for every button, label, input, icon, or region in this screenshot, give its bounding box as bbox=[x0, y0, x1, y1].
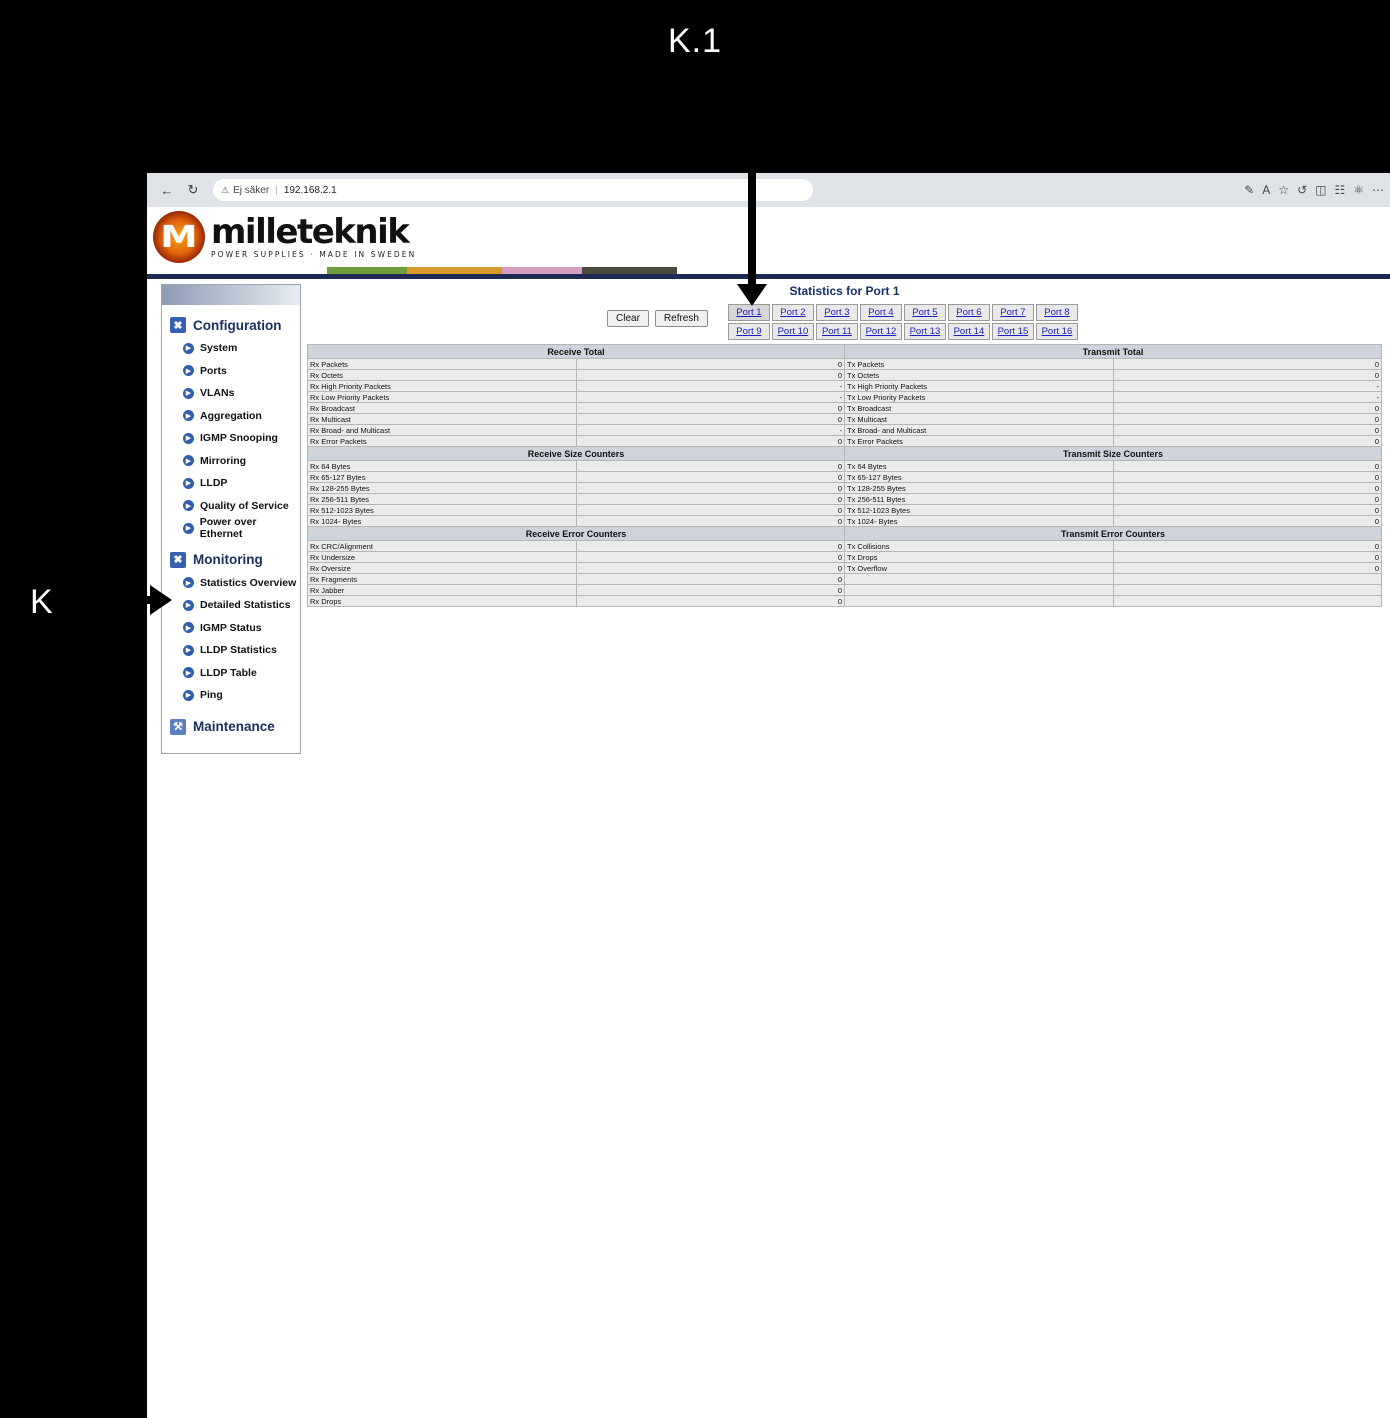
row-label: Rx Broad- and Multicast bbox=[308, 425, 577, 436]
row-label: Rx 128-255 Bytes bbox=[308, 483, 577, 494]
sidebar-item-ports[interactable] bbox=[183, 360, 300, 383]
port-link-14[interactable]: Port 14 bbox=[948, 323, 990, 340]
row-value: 0 bbox=[576, 574, 845, 585]
port-link-15[interactable]: Port 15 bbox=[992, 323, 1034, 340]
sidebar-section-label: Configuration bbox=[193, 317, 282, 333]
callout-arrow-down-icon bbox=[748, 62, 756, 284]
row-value-empty bbox=[1113, 574, 1382, 585]
sidebar-item-vlans[interactable] bbox=[183, 382, 300, 405]
row-value: 0 bbox=[1113, 370, 1382, 381]
row-label-empty bbox=[845, 596, 1114, 607]
port-link-6[interactable]: Port 6 bbox=[948, 304, 990, 321]
sidebar-item-label: IGMP Snooping bbox=[200, 432, 278, 445]
row-label: Rx 64 Bytes bbox=[308, 461, 577, 472]
row-value: 0 bbox=[1113, 461, 1382, 472]
figure-label: K.1 bbox=[667, 22, 723, 60]
chevron-right-icon: ▶ bbox=[183, 667, 194, 678]
row-label: Tx 65-127 Bytes bbox=[845, 472, 1114, 483]
sidebar-item-label: Ping bbox=[200, 689, 223, 702]
sidebar-item-label: Statistics Overview bbox=[200, 576, 297, 589]
row-value: 0 bbox=[576, 552, 845, 563]
table-row bbox=[308, 483, 1382, 494]
table-row bbox=[308, 403, 1382, 414]
row-value: 0 bbox=[1113, 436, 1382, 447]
port-selector bbox=[728, 304, 1078, 340]
page-title: Statistics for Port 1 bbox=[789, 284, 900, 298]
sidebar bbox=[161, 284, 301, 754]
settings-more-icon[interactable]: ⋯ bbox=[1372, 183, 1384, 197]
port-link-7[interactable]: Port 7 bbox=[992, 304, 1034, 321]
group-header-left: Receive Total bbox=[308, 345, 845, 359]
row-value-empty bbox=[1113, 585, 1382, 596]
port-link-8[interactable]: Port 8 bbox=[1036, 304, 1078, 321]
maintenance-icon: ⚒ bbox=[170, 719, 186, 735]
sidebar-item-label: Quality of Service bbox=[200, 499, 289, 512]
sidebar-section-maintenance bbox=[170, 719, 300, 735]
table-row bbox=[308, 574, 1382, 585]
row-label: Tx Collisions bbox=[845, 541, 1114, 552]
table-row bbox=[308, 472, 1382, 483]
row-label: Tx High Priority Packets bbox=[845, 381, 1114, 392]
port-link-2[interactable]: Port 2 bbox=[772, 304, 814, 321]
collections-icon[interactable]: ☷ bbox=[1334, 183, 1346, 197]
brand-tagline: POWER SUPPLIES · MADE IN SWEDEN bbox=[211, 249, 417, 259]
chevron-right-icon: ▶ bbox=[183, 600, 194, 611]
row-value: 0 bbox=[576, 563, 845, 574]
read-aloud-icon[interactable]: A⁯ bbox=[1262, 183, 1271, 197]
group-header-row bbox=[308, 447, 1382, 461]
row-label: Tx Broad- and Multicast bbox=[845, 425, 1114, 436]
table-row bbox=[308, 563, 1382, 574]
row-value: 0 bbox=[576, 596, 845, 607]
sidebar-item-mirroring[interactable] bbox=[183, 450, 300, 473]
row-value: 0 bbox=[1113, 403, 1382, 414]
callout-arrow-right-icon bbox=[120, 596, 150, 604]
url-text: 192.168.2.1 bbox=[283, 184, 337, 196]
row-label: Rx Jabber bbox=[308, 585, 577, 596]
port-link-9[interactable]: Port 9 bbox=[728, 323, 770, 340]
row-value: 0 bbox=[576, 585, 845, 596]
row-label-empty bbox=[845, 574, 1114, 585]
row-label: Rx 512-1023 Bytes bbox=[308, 505, 577, 516]
sidebar-gradient-header bbox=[162, 285, 300, 305]
sidebar-item-ping[interactable] bbox=[183, 684, 300, 707]
table-row bbox=[308, 381, 1382, 392]
port-link-3[interactable]: Port 3 bbox=[816, 304, 858, 321]
port-link-13[interactable]: Port 13 bbox=[904, 323, 946, 340]
reload-icon[interactable]: ↻ bbox=[187, 182, 199, 197]
browser-window bbox=[147, 173, 1390, 1418]
warning-triangle-icon: ⚠ bbox=[221, 184, 230, 195]
clear-button[interactable]: Clear bbox=[607, 310, 649, 327]
row-label: Tx Multicast bbox=[845, 414, 1114, 425]
chevron-right-icon: ▶ bbox=[183, 388, 194, 399]
table-row bbox=[308, 585, 1382, 596]
row-value-empty bbox=[1113, 596, 1382, 607]
group-header-row bbox=[308, 345, 1382, 359]
row-value: 0 bbox=[576, 472, 845, 483]
security-label: Ej säker bbox=[233, 184, 270, 196]
row-label: Rx 256-511 Bytes bbox=[308, 494, 577, 505]
row-label: Rx Low Priority Packets bbox=[308, 392, 577, 403]
history-icon[interactable]: ↺ bbox=[1297, 183, 1308, 197]
table-row bbox=[308, 370, 1382, 381]
row-value: 0 bbox=[576, 483, 845, 494]
row-value: - bbox=[1113, 392, 1382, 403]
row-value: 0 bbox=[576, 403, 845, 414]
row-label: Tx Broadcast bbox=[845, 403, 1114, 414]
row-label: Rx High Priority Packets bbox=[308, 381, 577, 392]
row-value: 0 bbox=[576, 541, 845, 552]
sidebar-section-monitoring bbox=[170, 552, 300, 568]
sidebar-item-label: Mirroring bbox=[200, 454, 247, 467]
browser-toolbar bbox=[147, 173, 1390, 207]
sidebar-section-label: Maintenance bbox=[193, 719, 275, 734]
table-row bbox=[308, 461, 1382, 472]
action-buttons bbox=[607, 310, 708, 327]
row-label: Rx Undersize bbox=[308, 552, 577, 563]
back-arrow-icon[interactable]: ← bbox=[160, 182, 174, 198]
split-screen-icon[interactable]: ◫ bbox=[1315, 183, 1327, 197]
table-row bbox=[308, 516, 1382, 527]
chevron-right-icon: ▶ bbox=[183, 690, 194, 701]
sidebar-item-label: Aggregation bbox=[200, 409, 262, 422]
chevron-right-icon: ▶ bbox=[183, 343, 194, 354]
sidebar-item-statistics-overview[interactable] bbox=[183, 572, 300, 595]
row-label: Tx Low Priority Packets bbox=[845, 392, 1114, 403]
sidebar-item-quality-of-service[interactable] bbox=[183, 495, 300, 518]
sidebar-item-label: IGMP Status bbox=[200, 621, 262, 634]
row-value: 0 bbox=[576, 494, 845, 505]
row-value: 0 bbox=[1113, 516, 1382, 527]
row-value: - bbox=[576, 392, 845, 403]
sidebar-section-label: Monitoring bbox=[193, 552, 263, 567]
chevron-right-icon: ▶ bbox=[183, 433, 194, 444]
monitoring-icon: ✖ bbox=[170, 552, 186, 568]
sidebar-item-label: VLANs bbox=[200, 387, 235, 400]
sidebar-item-system[interactable] bbox=[183, 337, 300, 360]
sidebar-item-detailed-statistics[interactable] bbox=[183, 594, 300, 617]
chevron-right-icon: ▶ bbox=[183, 645, 194, 656]
chevron-right-icon: ▶ bbox=[183, 523, 194, 534]
group-header-right: Transmit Error Counters bbox=[845, 527, 1382, 541]
sidebar-item-lldp[interactable] bbox=[183, 472, 300, 495]
port-link-12[interactable]: Port 12 bbox=[860, 323, 902, 340]
table-row bbox=[308, 505, 1382, 516]
group-header-row bbox=[308, 527, 1382, 541]
row-value: - bbox=[576, 425, 845, 436]
port-link-5[interactable]: Port 5 bbox=[904, 304, 946, 321]
row-value: 0 bbox=[1113, 505, 1382, 516]
row-label: Rx Multicast bbox=[308, 414, 577, 425]
row-value: - bbox=[1113, 381, 1382, 392]
row-label: Rx 65-127 Bytes bbox=[308, 472, 577, 483]
toolbar-right-icons bbox=[1244, 173, 1384, 207]
browser-essentials-icon[interactable]: ⚛ bbox=[1353, 183, 1364, 197]
sidebar-item-label: Ports bbox=[200, 364, 227, 377]
row-value: 0 bbox=[576, 505, 845, 516]
address-separator: | bbox=[275, 184, 278, 196]
row-value: 0 bbox=[1113, 472, 1382, 483]
section-label: K bbox=[30, 583, 53, 621]
row-label: Rx Oversize bbox=[308, 563, 577, 574]
group-header-left: Receive Size Counters bbox=[308, 447, 845, 461]
group-header-left: Receive Error Counters bbox=[308, 527, 845, 541]
port-link-1[interactable]: Port 1 bbox=[728, 304, 770, 321]
row-value: 0 bbox=[1113, 494, 1382, 505]
table-row bbox=[308, 436, 1382, 447]
row-value: 0 bbox=[1113, 563, 1382, 574]
row-value: 0 bbox=[576, 359, 845, 370]
table-row bbox=[308, 596, 1382, 607]
row-label: Tx 256-511 Bytes bbox=[845, 494, 1114, 505]
row-value: 0 bbox=[1113, 541, 1382, 552]
refresh-button[interactable]: Refresh bbox=[655, 310, 708, 327]
chevron-right-icon: ▶ bbox=[183, 500, 194, 511]
table-row bbox=[308, 541, 1382, 552]
favorite-star-icon[interactable]: ☆ bbox=[1278, 183, 1290, 197]
chevron-right-icon: ▶ bbox=[183, 577, 194, 588]
sidebar-item-label: LLDP bbox=[200, 477, 228, 490]
table-row bbox=[308, 359, 1382, 370]
row-value: 0 bbox=[576, 516, 845, 527]
sidebar-item-label: Detailed Statistics bbox=[200, 599, 291, 612]
row-label: Tx Error Packets bbox=[845, 436, 1114, 447]
statistics-tables bbox=[307, 344, 1382, 607]
row-value: 0 bbox=[576, 414, 845, 425]
row-label: Rx CRC/Alignment bbox=[308, 541, 577, 552]
row-value: 0 bbox=[1113, 483, 1382, 494]
row-label: Rx Octets bbox=[308, 370, 577, 381]
row-label: Tx 512-1023 Bytes bbox=[845, 505, 1114, 516]
brand-name: milleteknik bbox=[211, 211, 409, 252]
pen-icon[interactable]: ✎ bbox=[1244, 183, 1255, 197]
sidebar-item-label: Power over Ethernet bbox=[199, 516, 257, 541]
chevron-right-icon: ▶ bbox=[183, 410, 194, 421]
table-row bbox=[308, 414, 1382, 425]
table-row bbox=[308, 552, 1382, 563]
port-link-4[interactable]: Port 4 bbox=[860, 304, 902, 321]
row-label: Tx Packets bbox=[845, 359, 1114, 370]
row-label: Rx Error Packets bbox=[308, 436, 577, 447]
port-link-16[interactable]: Port 16 bbox=[1036, 323, 1078, 340]
port-link-11[interactable]: Port 11 bbox=[816, 323, 858, 340]
sidebar-item-label: LLDP Table bbox=[200, 666, 257, 679]
row-label: Rx Fragments bbox=[308, 574, 577, 585]
table-row bbox=[308, 494, 1382, 505]
row-label: Tx Drops bbox=[845, 552, 1114, 563]
sidebar-item-lldp-table[interactable] bbox=[183, 662, 300, 685]
row-value: 0 bbox=[576, 370, 845, 381]
row-value: 0 bbox=[1113, 359, 1382, 370]
table-row bbox=[308, 425, 1382, 436]
row-value: 0 bbox=[1113, 414, 1382, 425]
row-label: Rx Broadcast bbox=[308, 403, 577, 414]
row-label: Tx Overflow bbox=[845, 563, 1114, 574]
brand-text bbox=[211, 211, 417, 259]
port-link-10[interactable]: Port 10 bbox=[772, 323, 814, 340]
row-value: - bbox=[576, 381, 845, 392]
sidebar-item-label: LLDP Statistics bbox=[200, 644, 277, 657]
address-bar[interactable] bbox=[213, 179, 813, 201]
row-label: Tx 128-255 Bytes bbox=[845, 483, 1114, 494]
row-label: Rx 1024- Bytes bbox=[308, 516, 577, 527]
milleteknik-logo-icon bbox=[153, 211, 205, 263]
sidebar-section-configuration bbox=[170, 317, 300, 333]
sidebar-item-lldp-statistics[interactable] bbox=[183, 639, 300, 662]
row-value: 0 bbox=[1113, 425, 1382, 436]
main-panel bbox=[301, 279, 1390, 754]
controls-row bbox=[307, 304, 1382, 340]
row-label: Rx Packets bbox=[308, 359, 577, 370]
brand-header bbox=[147, 207, 1390, 267]
chevron-right-icon: ▶ bbox=[183, 622, 194, 633]
sidebar-item-aggregation[interactable] bbox=[183, 405, 300, 428]
row-label: Tx 64 Bytes bbox=[845, 461, 1114, 472]
row-label: Tx 1024- Bytes bbox=[845, 516, 1114, 527]
row-value: 0 bbox=[576, 461, 845, 472]
group-header-right: Transmit Size Counters bbox=[845, 447, 1382, 461]
row-label: Rx Drops bbox=[308, 596, 577, 607]
sidebar-item-label: System bbox=[200, 342, 238, 355]
sidebar-item-igmp-status[interactable] bbox=[183, 617, 300, 640]
table-row bbox=[308, 392, 1382, 403]
row-value: 0 bbox=[576, 436, 845, 447]
row-label-empty bbox=[845, 585, 1114, 596]
chevron-right-icon: ▶ bbox=[183, 455, 194, 466]
statistics-table bbox=[307, 344, 1382, 607]
logo-glyph: M bbox=[160, 219, 198, 255]
sidebar-item-power-over-ethernet[interactable] bbox=[183, 517, 300, 540]
chevron-right-icon: ▶ bbox=[183, 365, 194, 376]
config-icon: ✖ bbox=[170, 317, 186, 333]
color-strip bbox=[147, 267, 1390, 274]
sidebar-item-igmp-snooping[interactable] bbox=[183, 427, 300, 450]
page-content bbox=[147, 279, 1390, 754]
row-value: 0 bbox=[1113, 552, 1382, 563]
chevron-right-icon: ▶ bbox=[183, 478, 194, 489]
row-label: Tx Octets bbox=[845, 370, 1114, 381]
group-header-right: Transmit Total bbox=[845, 345, 1382, 359]
